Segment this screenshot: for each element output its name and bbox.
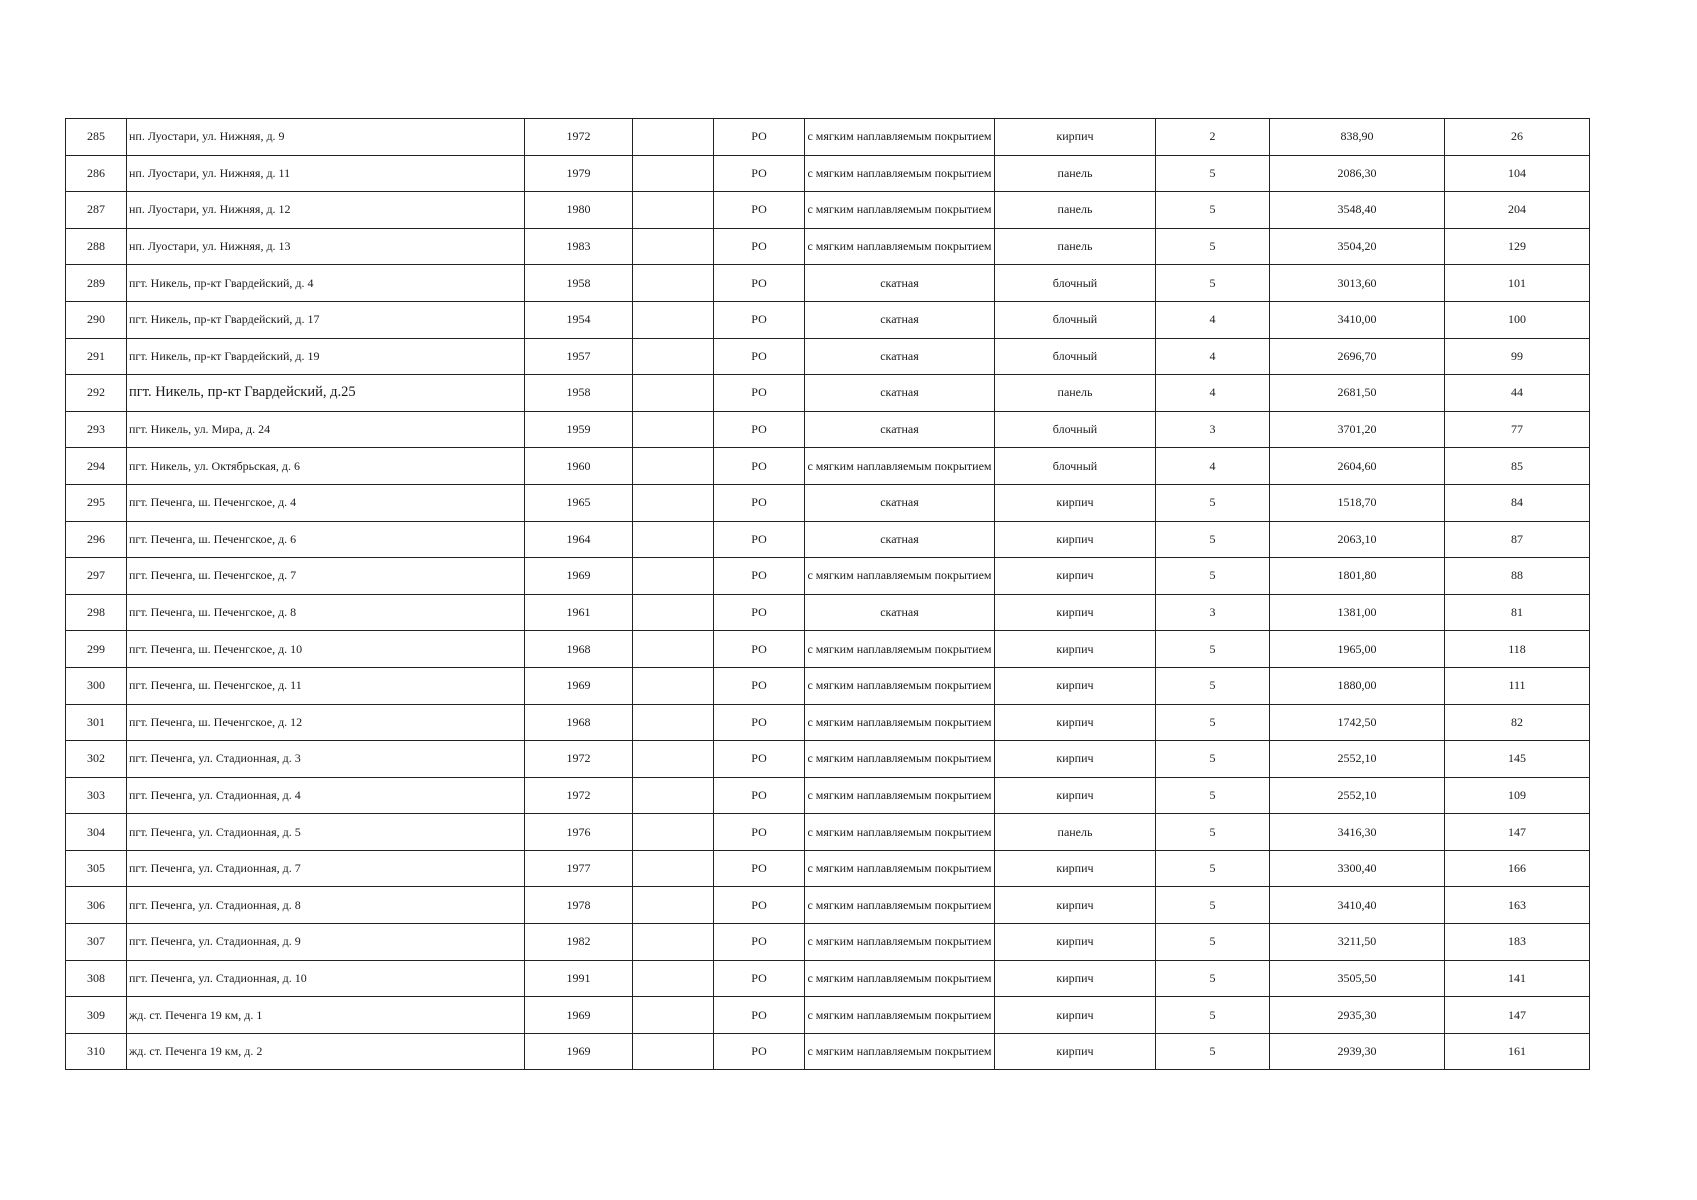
cell-fund-method: РО (714, 924, 805, 961)
cell-residents: 147 (1445, 814, 1590, 851)
cell-number: 306 (66, 887, 127, 924)
cell-empty (633, 594, 714, 631)
table-row (66, 631, 1590, 668)
cell-fund-method: РО (714, 887, 805, 924)
cell-floors: 5 (1156, 192, 1270, 229)
cell-residents: 101 (1445, 265, 1590, 302)
cell-floors: 5 (1156, 704, 1270, 741)
cell-year: 1968 (525, 704, 633, 741)
cell-number: 303 (66, 777, 127, 814)
cell-fund-method: РО (714, 631, 805, 668)
cell-roof-type: с мягким наплавляемым покрытием (805, 850, 995, 887)
cell-number: 305 (66, 850, 127, 887)
table-row (66, 265, 1590, 302)
cell-floors: 5 (1156, 814, 1270, 851)
cell-area: 838,90 (1270, 119, 1445, 156)
cell-empty (633, 119, 714, 156)
cell-wall-material: панель (995, 228, 1156, 265)
cell-area: 1880,00 (1270, 667, 1445, 704)
cell-area: 3701,20 (1270, 411, 1445, 448)
cell-address: нп. Луостари, ул. Нижняя, д. 11 (127, 155, 525, 192)
cell-floors: 5 (1156, 924, 1270, 961)
cell-area: 1381,00 (1270, 594, 1445, 631)
cell-roof-type: скатная (805, 338, 995, 375)
cell-roof-type: скатная (805, 594, 995, 631)
cell-year: 1954 (525, 301, 633, 338)
cell-residents: 84 (1445, 484, 1590, 521)
cell-number: 294 (66, 448, 127, 485)
cell-address: пгт. Никель, ул. Мира, д. 24 (127, 411, 525, 448)
table-row (66, 777, 1590, 814)
table-row (66, 448, 1590, 485)
cell-address: пгт. Печенга, ул. Стадионная, д. 10 (127, 960, 525, 997)
cell-wall-material: панель (995, 192, 1156, 229)
cell-area: 3416,30 (1270, 814, 1445, 851)
cell-residents: 145 (1445, 741, 1590, 778)
cell-residents: 85 (1445, 448, 1590, 485)
table-row (66, 228, 1590, 265)
cell-empty (633, 338, 714, 375)
table-row (66, 594, 1590, 631)
table-row (66, 667, 1590, 704)
cell-wall-material: кирпич (995, 997, 1156, 1034)
cell-roof-type: скатная (805, 484, 995, 521)
cell-floors: 4 (1156, 301, 1270, 338)
cell-wall-material: кирпич (995, 850, 1156, 887)
cell-empty (633, 667, 714, 704)
cell-floors: 5 (1156, 887, 1270, 924)
cell-area: 2552,10 (1270, 777, 1445, 814)
cell-empty (633, 777, 714, 814)
cell-residents: 118 (1445, 631, 1590, 668)
cell-roof-type: с мягким наплавляемым покрытием (805, 119, 995, 156)
table-row (66, 997, 1590, 1034)
cell-residents: 87 (1445, 521, 1590, 558)
cell-empty (633, 741, 714, 778)
table-row (66, 155, 1590, 192)
cell-area: 1801,80 (1270, 558, 1445, 595)
cell-roof-type: с мягким наплавляемым покрытием (805, 1033, 995, 1070)
cell-floors: 5 (1156, 741, 1270, 778)
table-row (66, 192, 1590, 229)
cell-residents: 88 (1445, 558, 1590, 595)
cell-residents: 166 (1445, 850, 1590, 887)
cell-number: 286 (66, 155, 127, 192)
cell-number: 295 (66, 484, 127, 521)
cell-fund-method: РО (714, 228, 805, 265)
cell-floors: 4 (1156, 338, 1270, 375)
table-row (66, 411, 1590, 448)
cell-wall-material: кирпич (995, 667, 1156, 704)
cell-empty (633, 155, 714, 192)
cell-area: 3013,60 (1270, 265, 1445, 302)
table-body (66, 119, 1590, 1070)
cell-year: 1972 (525, 741, 633, 778)
cell-fund-method: РО (714, 155, 805, 192)
cell-floors: 5 (1156, 997, 1270, 1034)
cell-wall-material: блочный (995, 338, 1156, 375)
cell-area: 3410,00 (1270, 301, 1445, 338)
cell-floors: 5 (1156, 631, 1270, 668)
cell-empty (633, 1033, 714, 1070)
cell-floors: 5 (1156, 484, 1270, 521)
cell-address: пгт. Печенга, ш. Печенгское, д. 11 (127, 667, 525, 704)
cell-fund-method: РО (714, 448, 805, 485)
cell-address: нп. Луостари, ул. Нижняя, д. 9 (127, 119, 525, 156)
cell-roof-type: с мягким наплавляемым покрытием (805, 667, 995, 704)
cell-empty (633, 960, 714, 997)
cell-empty (633, 558, 714, 595)
cell-residents: 141 (1445, 960, 1590, 997)
cell-fund-method: РО (714, 814, 805, 851)
cell-floors: 5 (1156, 228, 1270, 265)
cell-wall-material: кирпич (995, 960, 1156, 997)
cell-address: пгт. Никель, пр-кт Гвардейский, д. 4 (127, 265, 525, 302)
cell-area: 2939,30 (1270, 1033, 1445, 1070)
cell-empty (633, 997, 714, 1034)
cell-roof-type: с мягким наплавляемым покрытием (805, 814, 995, 851)
cell-area: 3548,40 (1270, 192, 1445, 229)
cell-area: 3300,40 (1270, 850, 1445, 887)
cell-empty (633, 265, 714, 302)
cell-address: пгт. Никель, пр-кт Гвардейский, д.25 (127, 375, 525, 412)
cell-wall-material: кирпич (995, 741, 1156, 778)
cell-fund-method: РО (714, 667, 805, 704)
cell-area: 3410,40 (1270, 887, 1445, 924)
cell-roof-type: с мягким наплавляемым покрытием (805, 887, 995, 924)
cell-roof-type: скатная (805, 301, 995, 338)
cell-floors: 5 (1156, 777, 1270, 814)
cell-fund-method: РО (714, 997, 805, 1034)
cell-fund-method: РО (714, 301, 805, 338)
cell-number: 291 (66, 338, 127, 375)
cell-wall-material: кирпич (995, 887, 1156, 924)
cell-number: 293 (66, 411, 127, 448)
cell-number: 285 (66, 119, 127, 156)
cell-address: пгт. Печенга, ул. Стадионная, д. 7 (127, 850, 525, 887)
cell-number: 287 (66, 192, 127, 229)
cell-year: 1959 (525, 411, 633, 448)
cell-wall-material: кирпич (995, 558, 1156, 595)
cell-residents: 163 (1445, 887, 1590, 924)
cell-number: 292 (66, 375, 127, 412)
cell-number: 304 (66, 814, 127, 851)
cell-roof-type: с мягким наплавляемым покрытием (805, 924, 995, 961)
cell-roof-type: скатная (805, 521, 995, 558)
housing-registry-table (65, 118, 1590, 1070)
cell-wall-material: панель (995, 814, 1156, 851)
cell-number: 308 (66, 960, 127, 997)
cell-fund-method: РО (714, 375, 805, 412)
cell-roof-type: с мягким наплавляемым покрытием (805, 228, 995, 265)
cell-address: пгт. Печенга, ул. Стадионная, д. 9 (127, 924, 525, 961)
cell-number: 289 (66, 265, 127, 302)
cell-residents: 99 (1445, 338, 1590, 375)
cell-number: 300 (66, 667, 127, 704)
table-row (66, 558, 1590, 595)
cell-address: пгт. Печенга, ул. Стадионная, д. 3 (127, 741, 525, 778)
table-row (66, 814, 1590, 851)
cell-residents: 111 (1445, 667, 1590, 704)
cell-year: 1983 (525, 228, 633, 265)
cell-wall-material: блочный (995, 448, 1156, 485)
cell-empty (633, 631, 714, 668)
table-row (66, 924, 1590, 961)
cell-year: 1972 (525, 777, 633, 814)
table-row (66, 741, 1590, 778)
cell-number: 302 (66, 741, 127, 778)
cell-residents: 44 (1445, 375, 1590, 412)
cell-year: 1980 (525, 192, 633, 229)
cell-wall-material: панель (995, 155, 1156, 192)
cell-address: пгт. Никель, пр-кт Гвардейский, д. 19 (127, 338, 525, 375)
table-row (66, 850, 1590, 887)
cell-empty (633, 484, 714, 521)
cell-year: 1982 (525, 924, 633, 961)
cell-address: пгт. Печенга, ш. Печенгское, д. 10 (127, 631, 525, 668)
cell-wall-material: кирпич (995, 594, 1156, 631)
cell-number: 310 (66, 1033, 127, 1070)
cell-number: 288 (66, 228, 127, 265)
cell-area: 3504,20 (1270, 228, 1445, 265)
cell-fund-method: РО (714, 850, 805, 887)
cell-area: 3211,50 (1270, 924, 1445, 961)
cell-floors: 5 (1156, 1033, 1270, 1070)
cell-empty (633, 228, 714, 265)
cell-residents: 161 (1445, 1033, 1590, 1070)
cell-area: 1742,50 (1270, 704, 1445, 741)
cell-fund-method: РО (714, 741, 805, 778)
cell-area: 2604,60 (1270, 448, 1445, 485)
cell-address: жд. ст. Печенга 19 км, д. 1 (127, 997, 525, 1034)
cell-roof-type: скатная (805, 265, 995, 302)
cell-fund-method: РО (714, 521, 805, 558)
cell-residents: 26 (1445, 119, 1590, 156)
cell-fund-method: РО (714, 484, 805, 521)
cell-wall-material: кирпич (995, 924, 1156, 961)
table-row (66, 960, 1590, 997)
cell-fund-method: РО (714, 411, 805, 448)
cell-year: 1969 (525, 667, 633, 704)
cell-residents: 129 (1445, 228, 1590, 265)
cell-year: 1972 (525, 119, 633, 156)
cell-address: пгт. Никель, пр-кт Гвардейский, д. 17 (127, 301, 525, 338)
cell-wall-material: кирпич (995, 704, 1156, 741)
cell-address: пгт. Никель, ул. Октябрьская, д. 6 (127, 448, 525, 485)
cell-number: 296 (66, 521, 127, 558)
cell-roof-type: с мягким наплавляемым покрытием (805, 997, 995, 1034)
cell-fund-method: РО (714, 704, 805, 741)
table-row (66, 375, 1590, 412)
cell-area: 3505,50 (1270, 960, 1445, 997)
table-row (66, 521, 1590, 558)
cell-roof-type: с мягким наплавляемым покрытием (805, 777, 995, 814)
cell-year: 1965 (525, 484, 633, 521)
cell-address: пгт. Печенга, ш. Печенгское, д. 6 (127, 521, 525, 558)
cell-year: 1958 (525, 375, 633, 412)
table-row (66, 1033, 1590, 1070)
cell-roof-type: с мягким наплавляемым покрытием (805, 558, 995, 595)
cell-residents: 104 (1445, 155, 1590, 192)
cell-address: пгт. Печенга, ш. Печенгское, д. 8 (127, 594, 525, 631)
cell-empty (633, 301, 714, 338)
cell-year: 1957 (525, 338, 633, 375)
cell-floors: 5 (1156, 558, 1270, 595)
cell-year: 1977 (525, 850, 633, 887)
cell-area: 2063,10 (1270, 521, 1445, 558)
cell-fund-method: РО (714, 192, 805, 229)
cell-year: 1968 (525, 631, 633, 668)
cell-number: 309 (66, 997, 127, 1034)
cell-year: 1976 (525, 814, 633, 851)
cell-roof-type: скатная (805, 375, 995, 412)
cell-year: 1969 (525, 1033, 633, 1070)
cell-area: 2681,50 (1270, 375, 1445, 412)
cell-empty (633, 814, 714, 851)
cell-wall-material: кирпич (995, 521, 1156, 558)
cell-address: нп. Луостари, ул. Нижняя, д. 12 (127, 192, 525, 229)
cell-floors: 2 (1156, 119, 1270, 156)
cell-empty (633, 850, 714, 887)
table-row (66, 704, 1590, 741)
cell-roof-type: с мягким наплавляемым покрытием (805, 192, 995, 229)
table-row (66, 887, 1590, 924)
cell-year: 1978 (525, 887, 633, 924)
cell-number: 298 (66, 594, 127, 631)
cell-residents: 109 (1445, 777, 1590, 814)
cell-fund-method: РО (714, 265, 805, 302)
cell-floors: 5 (1156, 521, 1270, 558)
cell-floors: 5 (1156, 850, 1270, 887)
cell-empty (633, 887, 714, 924)
cell-number: 299 (66, 631, 127, 668)
cell-residents: 82 (1445, 704, 1590, 741)
cell-empty (633, 192, 714, 229)
cell-wall-material: панель (995, 375, 1156, 412)
cell-roof-type: с мягким наплавляемым покрытием (805, 631, 995, 668)
cell-wall-material: кирпич (995, 631, 1156, 668)
cell-fund-method: РО (714, 594, 805, 631)
table-row (66, 301, 1590, 338)
cell-address: нп. Луостари, ул. Нижняя, д. 13 (127, 228, 525, 265)
cell-wall-material: кирпич (995, 119, 1156, 156)
cell-number: 297 (66, 558, 127, 595)
cell-empty (633, 704, 714, 741)
cell-roof-type: скатная (805, 411, 995, 448)
cell-empty (633, 448, 714, 485)
cell-address: пгт. Печенга, ш. Печенгское, д. 4 (127, 484, 525, 521)
cell-address: пгт. Печенга, ш. Печенгское, д. 7 (127, 558, 525, 595)
cell-address: жд. ст. Печенга 19 км, д. 2 (127, 1033, 525, 1070)
cell-roof-type: с мягким наплавляемым покрытием (805, 704, 995, 741)
cell-floors: 5 (1156, 667, 1270, 704)
cell-area: 2086,30 (1270, 155, 1445, 192)
cell-year: 1960 (525, 448, 633, 485)
cell-floors: 4 (1156, 375, 1270, 412)
cell-area: 1518,70 (1270, 484, 1445, 521)
cell-fund-method: РО (714, 119, 805, 156)
cell-floors: 5 (1156, 960, 1270, 997)
cell-roof-type: с мягким наплавляемым покрытием (805, 448, 995, 485)
cell-floors: 4 (1156, 448, 1270, 485)
cell-wall-material: блочный (995, 265, 1156, 302)
cell-year: 1969 (525, 997, 633, 1034)
cell-residents: 147 (1445, 997, 1590, 1034)
cell-wall-material: блочный (995, 301, 1156, 338)
cell-wall-material: кирпич (995, 484, 1156, 521)
cell-area: 1965,00 (1270, 631, 1445, 668)
cell-residents: 100 (1445, 301, 1590, 338)
cell-residents: 81 (1445, 594, 1590, 631)
cell-address: пгт. Печенга, ул. Стадионная, д. 5 (127, 814, 525, 851)
cell-year: 1979 (525, 155, 633, 192)
cell-wall-material: блочный (995, 411, 1156, 448)
cell-number: 290 (66, 301, 127, 338)
cell-year: 1991 (525, 960, 633, 997)
cell-empty (633, 411, 714, 448)
cell-empty (633, 375, 714, 412)
cell-wall-material: кирпич (995, 1033, 1156, 1070)
cell-fund-method: РО (714, 558, 805, 595)
cell-year: 1958 (525, 265, 633, 302)
cell-floors: 5 (1156, 155, 1270, 192)
cell-area: 2935,30 (1270, 997, 1445, 1034)
cell-roof-type: с мягким наплавляемым покрытием (805, 741, 995, 778)
table-row (66, 338, 1590, 375)
cell-address: пгт. Печенга, ул. Стадионная, д. 4 (127, 777, 525, 814)
cell-residents: 77 (1445, 411, 1590, 448)
cell-number: 307 (66, 924, 127, 961)
cell-floors: 5 (1156, 265, 1270, 302)
cell-floors: 3 (1156, 594, 1270, 631)
cell-fund-method: РО (714, 1033, 805, 1070)
cell-wall-material: кирпич (995, 777, 1156, 814)
cell-roof-type: с мягким наплавляемым покрытием (805, 960, 995, 997)
cell-year: 1969 (525, 558, 633, 595)
cell-empty (633, 521, 714, 558)
table-row (66, 119, 1590, 156)
cell-floors: 3 (1156, 411, 1270, 448)
cell-area: 2552,10 (1270, 741, 1445, 778)
cell-fund-method: РО (714, 960, 805, 997)
cell-address: пгт. Печенга, ш. Печенгское, д. 12 (127, 704, 525, 741)
cell-residents: 183 (1445, 924, 1590, 961)
cell-number: 301 (66, 704, 127, 741)
cell-residents: 204 (1445, 192, 1590, 229)
cell-fund-method: РО (714, 777, 805, 814)
cell-area: 2696,70 (1270, 338, 1445, 375)
table-row (66, 484, 1590, 521)
cell-roof-type: с мягким наплавляемым покрытием (805, 155, 995, 192)
cell-year: 1964 (525, 521, 633, 558)
cell-fund-method: РО (714, 338, 805, 375)
cell-address: пгт. Печенга, ул. Стадионная, д. 8 (127, 887, 525, 924)
cell-year: 1961 (525, 594, 633, 631)
cell-empty (633, 924, 714, 961)
